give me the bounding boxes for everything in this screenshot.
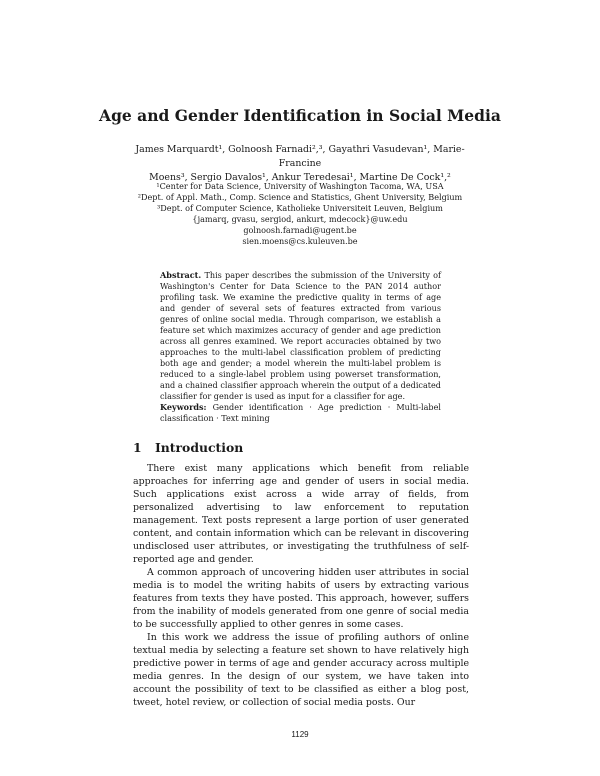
page-number: 1129 [291, 730, 309, 739]
paper-title: Age and Gender Identification in Social Media [99, 106, 501, 125]
section-number: 1 [133, 440, 142, 455]
authors-line: James Marquardt¹, Golnoosh Farnadi²,³, Gayathri Vasudevan¹, Marie-Francine [135, 144, 465, 169]
paragraph: In this work we address the issue of profiling authors of online textual media by selecting a feature set shown to have relatively high predictive power in terms of age and gender accuracy across multiple media genres. In the design of our system, we have taken into account the possibility of text to be classified as either a blog post, tweet, hotel review, or collection of social media posts. Our [133, 632, 469, 708]
abstract [160, 270, 441, 402]
authors-line: Moens³, Sergio Davalos¹, Ankur Teredesai¹, Martine De Cock¹,² [149, 172, 451, 183]
author-list [120, 143, 480, 185]
email: sien.moens@cs.kuleuven.be [242, 236, 358, 246]
abstract-label: Abstract. [160, 270, 202, 280]
affiliation: ³Dept. of Computer Science, Katholieke Universiteit Leuven, Belgium [157, 203, 443, 213]
introduction-body [133, 462, 469, 709]
email: golnoosh.farnadi@ugent.be [243, 225, 357, 235]
section-heading [133, 440, 243, 455]
affiliations [120, 181, 480, 247]
abstract-text: This paper describes the submission of the University of Washington's Center for Data Science to the PAN 2014 author profiling task. We examine the predictive quality in terms of age and gender of several sets of features extracted from various genres of online social media. Through comparison, we establish a feature set which maximizes accuracy of gender and age prediction across all genres examined. We report accuracies obtained by two approaches to the multi-label classification problem of predicting both age and gender; a model wherein the multi-label problem is reduced to a single-label problem using powerset transformation, and a chained classifier approach wherein the output of a dedicated classifier for gender is used as input for a classifier for age. [160, 270, 442, 401]
affiliation: ²Dept. of Appl. Math., Comp. Science and Statistics, Ghent University, Belgium [137, 192, 463, 202]
keywords [160, 402, 441, 424]
affiliation: ¹Center for Data Science, University of Washington Tacoma, WA, USA [156, 181, 444, 191]
section-title: Introduction [155, 440, 244, 455]
keywords-text: Gender identification · Age prediction · Multi-label classification · Text mining [160, 402, 441, 423]
email: {jamarq, gvasu, sergiod, ankurt, mdecock}@uw.edu [192, 214, 408, 224]
keywords-label: Keywords: [160, 402, 207, 412]
paragraph: There exist many applications which benefit from reliable approaches for inferring age and gender of users in social media. Such applications exist across a wide array of fields, from personalized advertising to law enforcement to reputation management. Text posts represent a large portion of user generated content, and contain information which can be relevant in discovering undisclosed user attributes, or investigating the truthfulness of self-reported age and gender. [133, 463, 469, 565]
paragraph: A common approach of uncovering hidden user attributes in social media is to model the writing habits of users by extracting various features from texts they have posted. This approach, however, suffers from the inability of models generated from one genre of social media to be successfully applied to other genres in some cases. [133, 567, 469, 630]
